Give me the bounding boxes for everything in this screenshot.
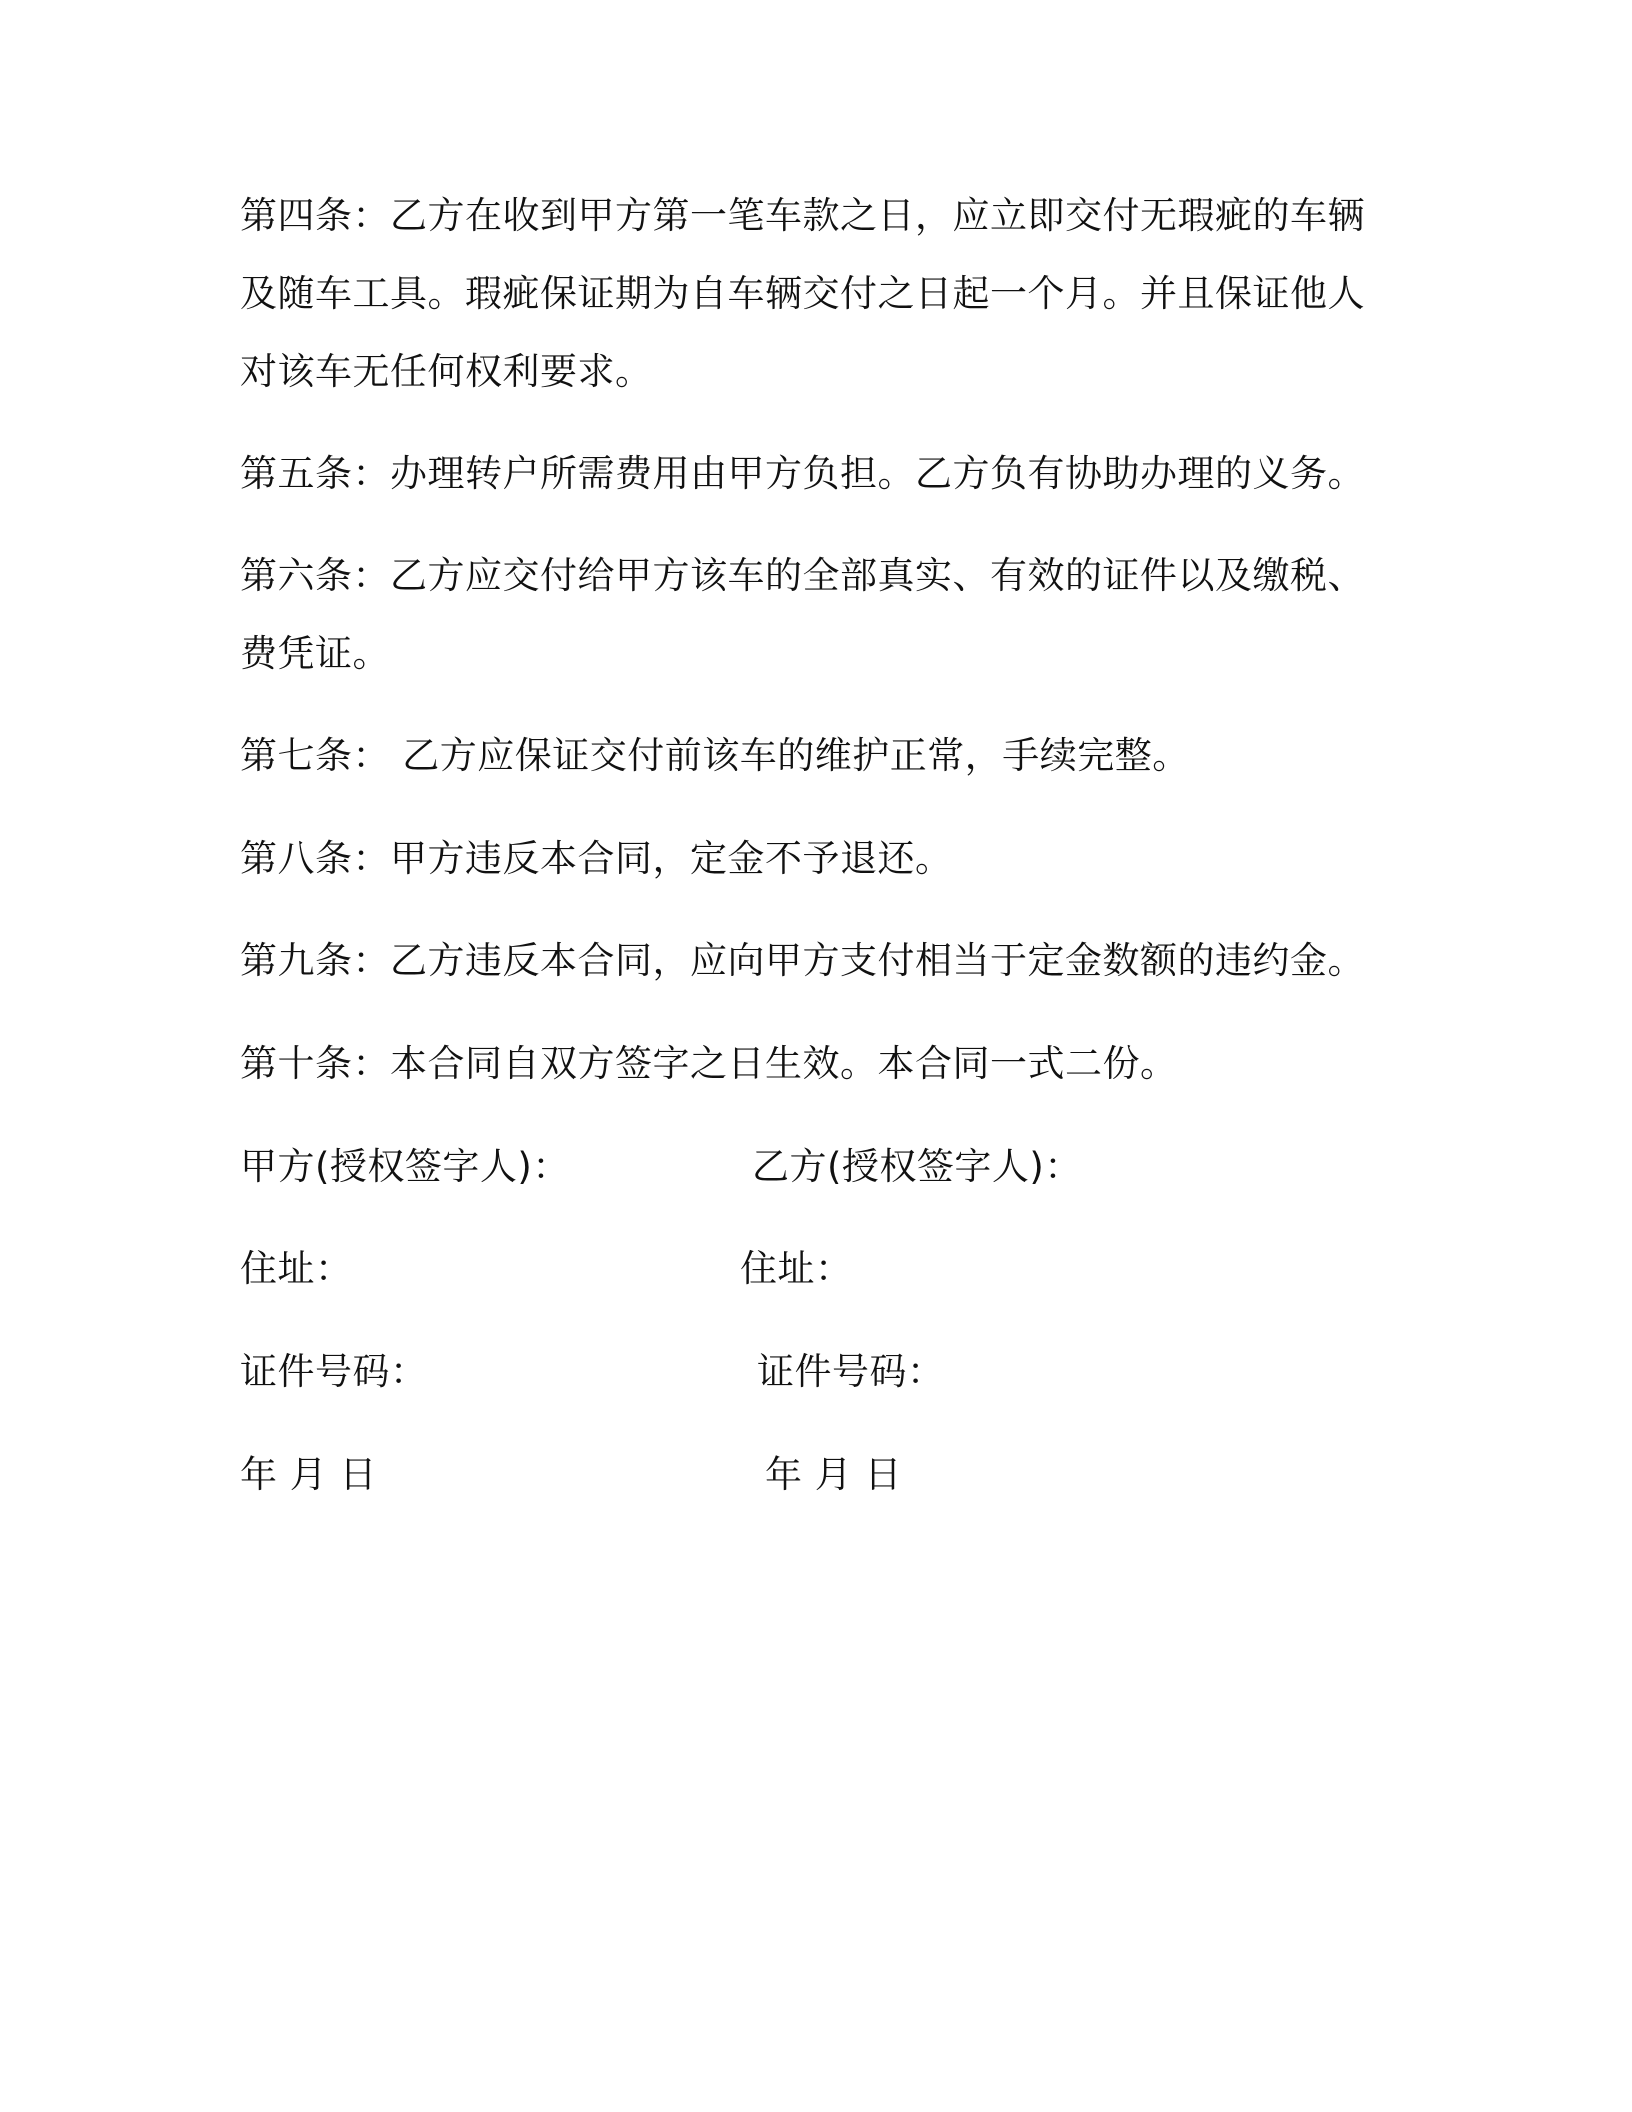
- party-b-signer-label: 乙方(授权签字人)：: [752, 1145, 1082, 1188]
- clause-5: 第五条：办理转户所需费用由甲方负担。乙方负有协助办理的义务。: [240, 452, 1365, 495]
- party-a-signer-label: 甲方(授权签字人)：: [240, 1145, 570, 1188]
- clause-4-line-3: 对该车无任何权利要求。: [240, 350, 653, 393]
- party-b-address-label: 住址：: [740, 1247, 853, 1290]
- party-b-date-label: 年 月 日: [765, 1453, 903, 1496]
- clause-4-line-1: 第四条：乙方在收到甲方第一笔车款之日，应立即交付无瑕疵的车辆: [240, 194, 1365, 237]
- clause-4-line-2: 及随车工具。瑕疵保证期为自车辆交付之日起一个月。并且保证他人: [240, 272, 1365, 315]
- party-b-id-label: 证件号码：: [757, 1350, 945, 1393]
- clause-7: 第七条： 乙方应保证交付前该车的维护正常，手续完整。: [240, 734, 1190, 777]
- clause-6-line-2: 费凭证。: [240, 632, 390, 675]
- clause-9: 第九条：乙方违反本合同，应向甲方支付相当于定金数额的违约金。: [240, 939, 1365, 982]
- clause-6-line-1: 第六条：乙方应交付给甲方该车的全部真实、有效的证件以及缴税、: [240, 554, 1365, 597]
- party-a-date-label: 年 月 日: [240, 1453, 378, 1496]
- clause-10: 第十条：本合同自双方签字之日生效。本合同一式二份。: [240, 1042, 1178, 1085]
- party-a-id-label: 证件号码：: [240, 1350, 428, 1393]
- clause-8: 第八条：甲方违反本合同，定金不予退还。: [240, 837, 953, 880]
- party-a-address-label: 住址：: [240, 1247, 353, 1290]
